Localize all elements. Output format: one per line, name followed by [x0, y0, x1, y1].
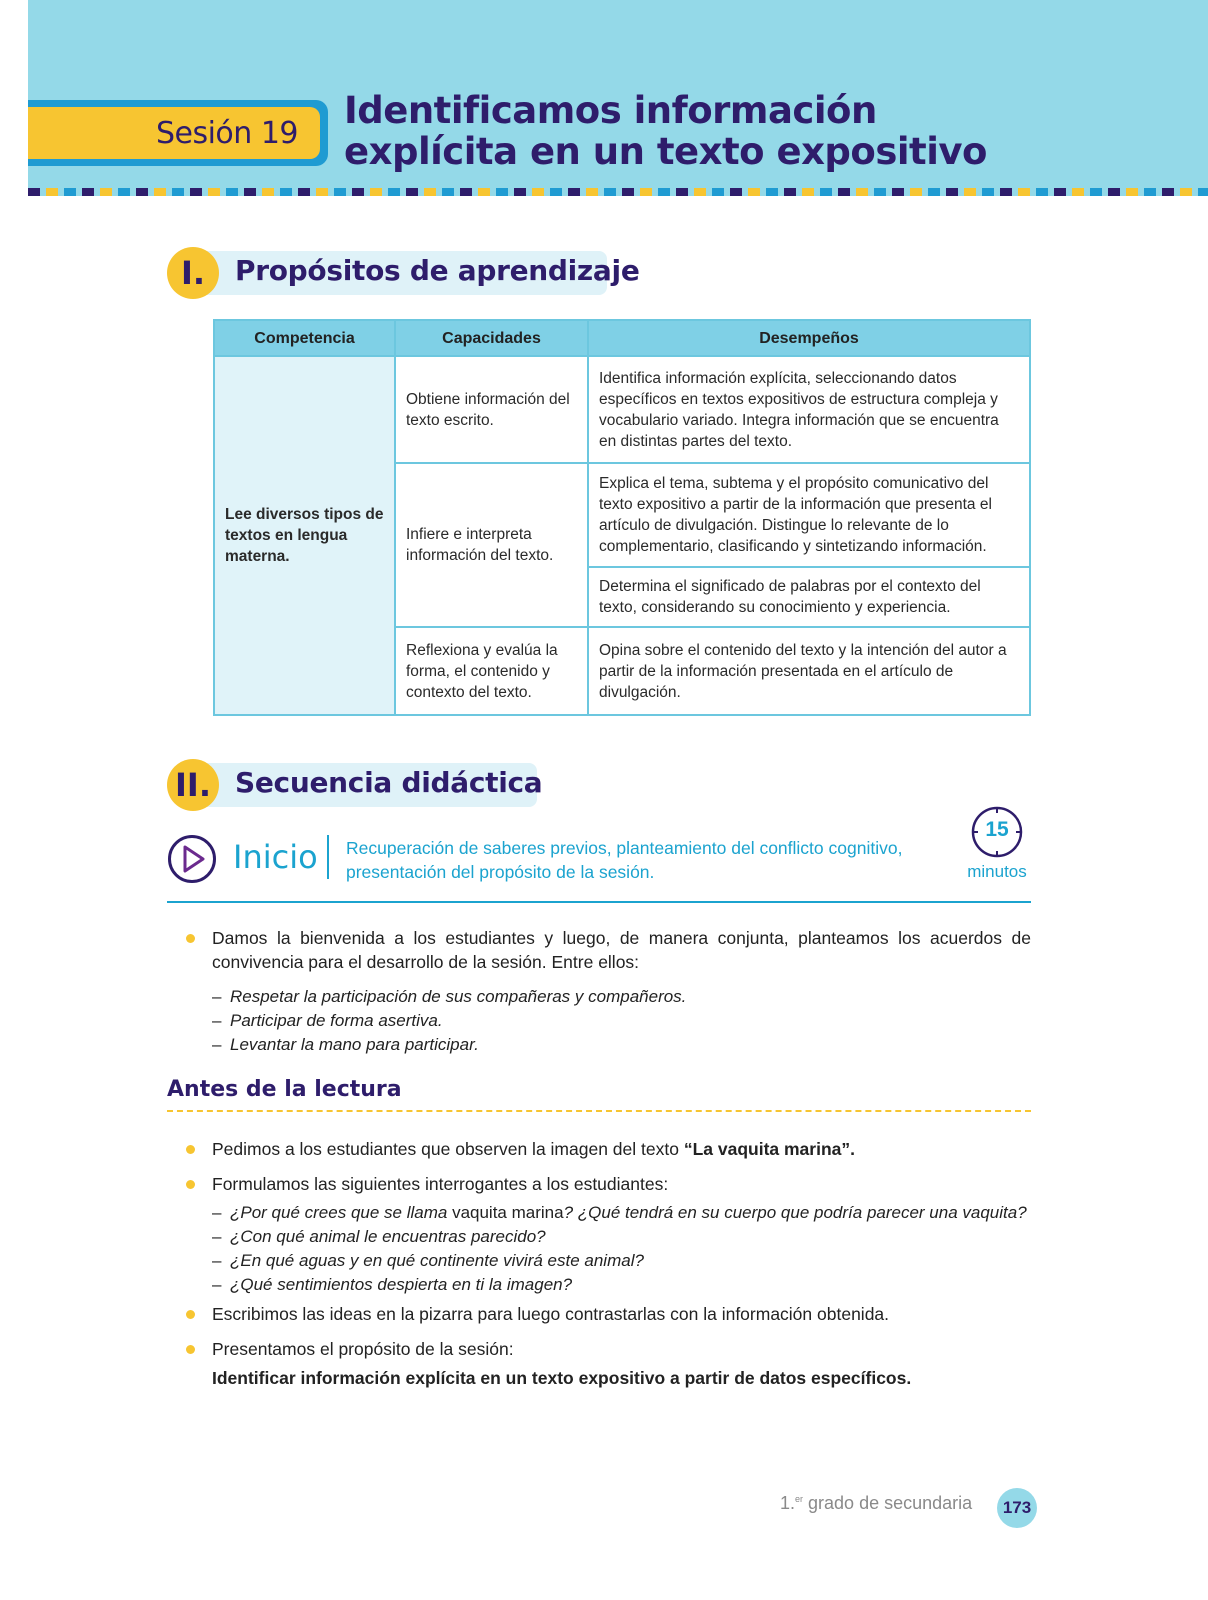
list-item: [186, 1302, 1031, 1326]
desempeno-cell: Determina el significado de palabras por el contexto del texto, considerando su conocimiento y experiencia.: [588, 567, 1030, 627]
section-header-1: [167, 247, 640, 297]
section-title: Propósitos de aprendizaje: [235, 254, 640, 287]
capacidad-cell: Infiere e interpreta información del texto.: [395, 463, 588, 627]
bullet-text: Formulamos las siguientes interrogantes a los estudiantes:: [212, 1174, 669, 1194]
sub-item: – ¿Con qué animal le encuentras parecido?: [212, 1227, 546, 1246]
grade-label: 1.$^{er}$ grado de secundaria: [780, 1493, 973, 1513]
question-part: ? ¿Qué tendrá en su cuerpo que podría parecer una vaquita?: [563, 1203, 1027, 1222]
session-badge: [28, 100, 328, 166]
inicio-divider: [327, 835, 329, 879]
sub-item: – Participar de forma asertiva.: [212, 1011, 443, 1030]
section-title: Secuencia didáctica: [235, 766, 543, 799]
timer-label: minutos: [967, 862, 1027, 881]
question-part: ¿Por qué crees que se llama: [230, 1203, 448, 1222]
list-item: [186, 1337, 1031, 1390]
capacidad-cell: Reflexiona y evalúa la forma, el contenido y contexto del texto.: [395, 627, 588, 715]
sub-item: – Levantar la mano para participar.: [212, 1035, 479, 1054]
column-header: Desempeños: [588, 320, 1030, 356]
sub-item: – Respetar la participación de sus compañeras y compañeros.: [212, 987, 687, 1006]
desempeno-cell: Opina sobre el contenido del texto y la intención del autor a partir de la información presentada en el artículo de divulgación.: [588, 627, 1030, 715]
table-header-row: [214, 320, 1030, 356]
sub-item: – ¿Qué sentimientos despierta en ti la imagen?: [212, 1275, 573, 1294]
play-icon: [167, 834, 217, 884]
title-line-1: Identificamos información: [344, 89, 877, 132]
bullet-text: Damos la bienvenida a los estudiantes y luego, de manera conjunta, planteamos los acuerdos de convivencia para el desarrollo de la sesión. Entre ellos:: [212, 928, 1031, 972]
text-title-bold: “La vaquita marina”.: [683, 1139, 855, 1159]
desempeno-cell: Explica el tema, subtema y el propósito comunicativo del texto expositivo a partir de la información que presenta el artículo de divulgación. Distingue lo relevante de lo complementario, clasificando y sintetizando información.: [588, 463, 1030, 567]
competencia-cell: Lee diversos tipos de textos en lengua materna.: [214, 356, 395, 715]
section-number: I.: [167, 247, 219, 299]
session-badge-inner: [28, 107, 320, 159]
page-title: [344, 90, 1184, 172]
question-text: ¿En qué aguas y en qué continente vivirá este animal?: [230, 1251, 644, 1270]
section-header-2: [167, 759, 547, 809]
sub-item-text: Respetar la participación de sus compañeras y compañeros.: [230, 987, 687, 1006]
page-number: 173: [997, 1488, 1037, 1528]
capacidad-cell: Obtiene información del texto escrito.: [395, 356, 588, 463]
title-line-2: explícita en un texto expositivo: [344, 130, 987, 173]
session-label: Sesión 19: [155, 115, 298, 151]
header-stripe: [28, 188, 1208, 196]
bullet-text: Pedimos a los estudiantes que observen la imagen del texto: [212, 1139, 684, 1159]
sub-item: – ¿En qué aguas y en qué continente vivirá este animal?: [212, 1251, 644, 1270]
question-text: ¿Con qué animal le encuentras parecido?: [230, 1227, 546, 1246]
purpose-statement: Identificar información explícita en un texto expositivo a partir de datos específicos.: [212, 1368, 912, 1388]
desempeno-cell: Identifica información explícita, seleccionando datos específicos en textos expositivos de estructura compleja y vocabulario variado. Integra información que se encuentra en distintas partes del texto.: [588, 356, 1030, 463]
question-text: ¿Qué sentimientos despierta en ti la imagen?: [230, 1275, 573, 1294]
subsection-heading: Antes de la lectura: [167, 1077, 402, 1102]
sub-item-text: Levantar la mano para participar.: [230, 1035, 479, 1054]
sub-item: – ¿Por qué crees que se llama vaquita marina? ¿Qué tendrá en su cuerpo que podría parecer una vaquita?: [212, 1203, 1027, 1222]
column-header: Competencia: [214, 320, 395, 356]
inicio-title: Inicio: [233, 838, 318, 876]
timer-minutes: 15: [985, 818, 1009, 841]
column-header: Capacidades: [395, 320, 588, 356]
list-item: [186, 1172, 1031, 1196]
bullet-text: Presentamos el propósito de la sesión:: [212, 1339, 514, 1359]
sub-item-text: Participar de forma asertiva.: [230, 1011, 443, 1030]
purposes-table: [213, 319, 1031, 716]
bullet-text: Escribimos las ideas en la pizarra para luego contrastarlas con la información obtenida.: [212, 1304, 890, 1324]
list-item: [186, 1137, 1031, 1161]
section-number: II.: [167, 759, 219, 811]
question-part: vaquita marina: [447, 1203, 564, 1222]
table-row: [214, 356, 1030, 463]
list-item: [186, 926, 1031, 974]
dashed-divider: [167, 1110, 1031, 1112]
inicio-description: Recuperación de saberes previos, planteamiento del conflicto cognitivo, presentación del propósito de la sesión.: [346, 838, 903, 882]
inicio-underline: [167, 901, 1031, 903]
